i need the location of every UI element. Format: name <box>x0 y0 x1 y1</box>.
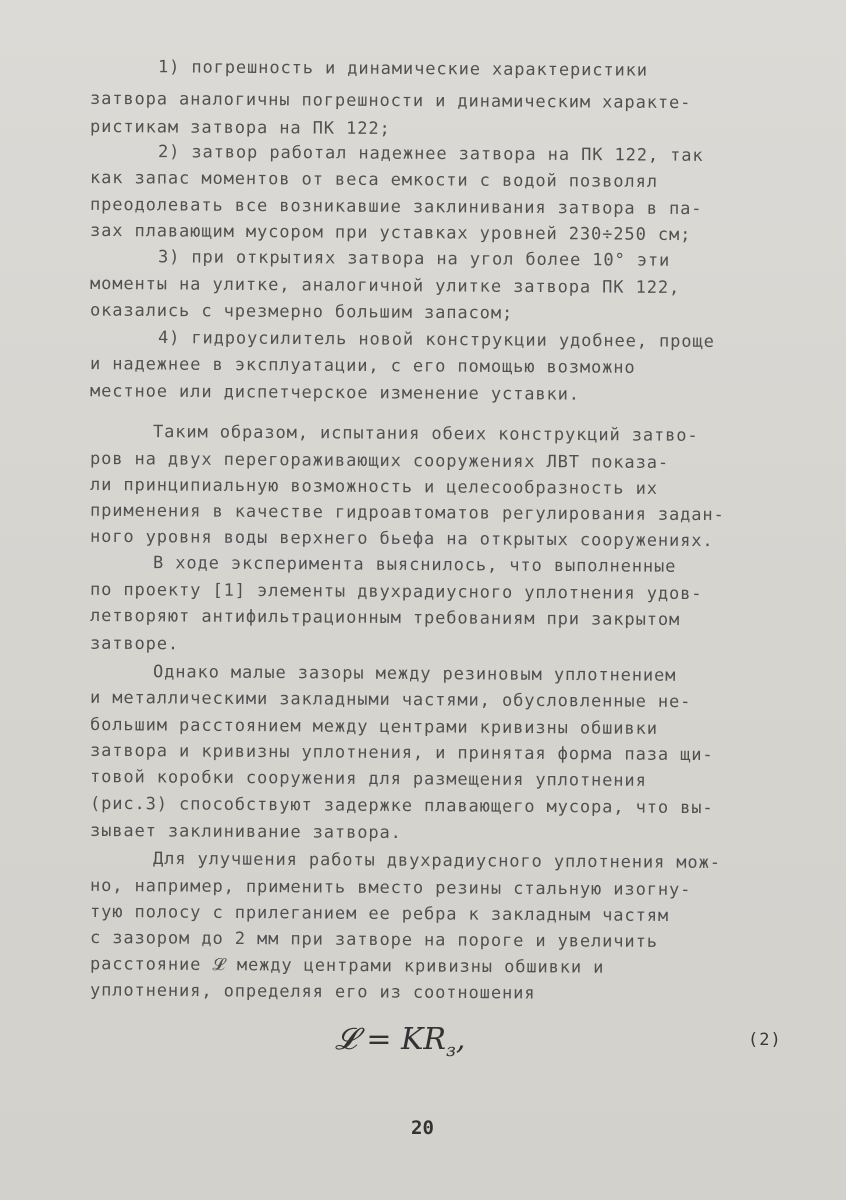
formula-comma: , <box>455 1022 466 1057</box>
text-line: 2) затвор работал надежнее затвора на ПК 122, так <box>157 142 704 166</box>
formula-subscript: з <box>446 1040 456 1061</box>
text-line: по проекту [1] элементы двухрадиусного уплотнения удов- <box>89 579 703 605</box>
text-line: преодолевать все возникавшие заклинивания затвора в па- <box>89 194 703 220</box>
text-line: товой коробки сооружения для размещения уплотнения <box>89 767 647 791</box>
text-line: большим расстоянием между центрами кривизны обшивки <box>89 715 658 739</box>
text-line: затвора и кривизны уплотнения, и принятая форма паза щи- <box>89 740 714 766</box>
text-line: В ходе эксперимента выяснилось, что выполненные <box>152 553 677 577</box>
text-line: 4) гидроусилитель новой конструкции удобнее, проще <box>157 328 715 352</box>
text-line: тую полосу с прилеганием ее ребра к закладным частям <box>89 901 670 927</box>
text-line: ного уровня воды верхнего бьефа на открытых сооружениях. <box>89 526 714 552</box>
text-line: ли принципиальную возможность и целесообразность их <box>89 475 658 499</box>
text-line: (рис.3) способствуют задержке плавающего мусора, что вы- <box>89 793 714 819</box>
text-line: 3) при открытиях затвора на угол более 10° эти <box>157 247 671 271</box>
text-line: и надежнее в эксплуатации, с его помощью возможно <box>89 354 636 378</box>
text-line: применения в качестве гидроавтоматов регулирования задан- <box>89 500 725 526</box>
formula-main: 𝓛 = KR <box>335 1022 447 1057</box>
text-line: 1) погрешность и динамические характеристики <box>157 57 649 81</box>
text-line: и металлическими закладными частями, обусловленные не- <box>89 687 692 713</box>
text-line: ристикам затвора на ПК 122; <box>89 116 391 140</box>
text-line: но, например, применить вместо резины стальную изогну- <box>89 875 692 901</box>
text-line: затворе. <box>89 633 180 655</box>
equation-number: (2) <box>748 1030 782 1050</box>
text-line: затвора аналогичны погрешности и динамическим характе- <box>89 88 692 114</box>
page-number: 20 <box>411 1117 434 1139</box>
text-line: расстояние 𝓛 между центрами кривизны обшивки и <box>89 954 605 978</box>
text-line: Для улучшения работы двухрадиусного уплотнения мож- <box>152 849 721 873</box>
text-line: Однако малые зазоры между резиновым уплотнением <box>152 662 677 686</box>
text-line: зывает заклинивание затвора. <box>89 820 402 844</box>
text-line: уплотнения, определяя его из соотношения <box>89 980 536 1004</box>
text-line: с зазором до 2 мм при затворе на пороге и увеличить <box>89 928 658 952</box>
text-line: зах плавающим мусором при уставках уровней 230÷250 см; <box>89 220 692 246</box>
text-line: моменты на улитке, аналогичной улитке затвора ПК 122, <box>89 273 681 299</box>
text-line: местное или диспетчерское изменение уставки. <box>89 381 581 405</box>
text-line: летворяют антифильтрационным требованиям при закрытом <box>89 605 681 631</box>
text-line: Таким образом, испытания обеих конструкций затво- <box>152 422 699 446</box>
text-line: ров на двух перегораживающих сооружениях ЛВТ показа- <box>89 448 670 474</box>
formula <box>335 1022 465 1061</box>
text-line: оказались с чрезмерно большим запасом; <box>89 300 514 324</box>
text-line: как запас моментов от веса емкости с водой позволял <box>89 168 658 192</box>
